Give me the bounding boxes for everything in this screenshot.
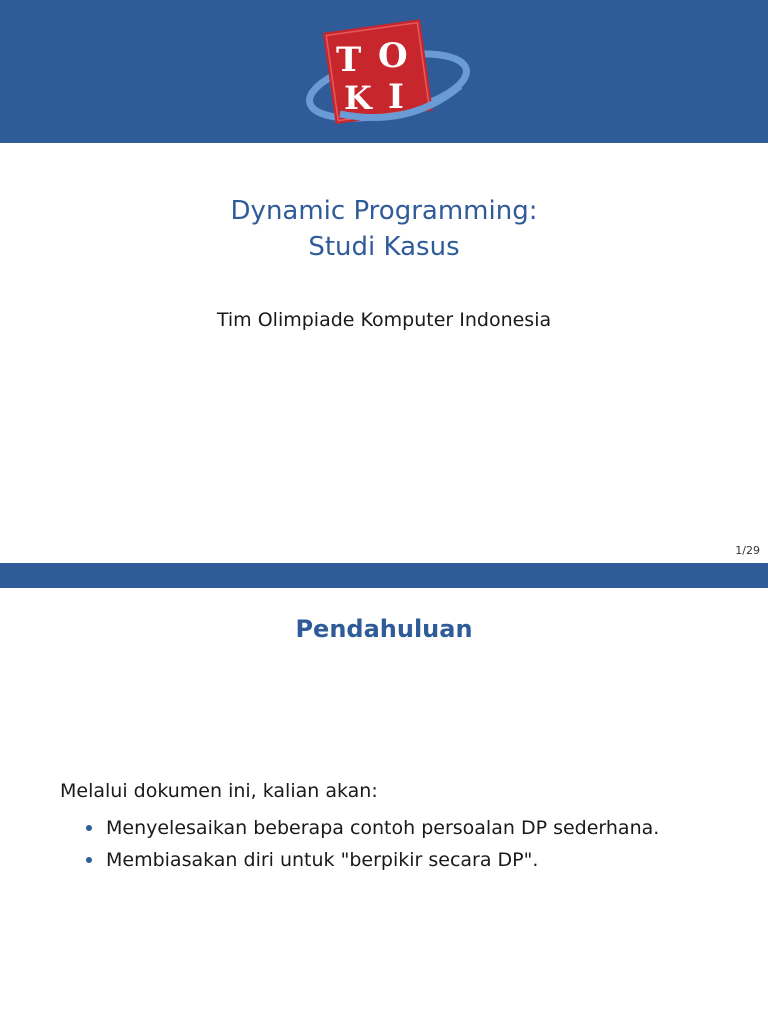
bullet-text: Menyelesaikan beberapa contoh persoalan DP sederhana.	[106, 817, 660, 839]
bullet-text: Membiasakan diri untuk "berpikir secara DP".	[106, 849, 539, 871]
bullet-icon	[86, 825, 92, 831]
bullet-list	[84, 816, 659, 880]
slide-header-bar	[0, 563, 768, 588]
intro-text: Melalui dokumen ini, kalian akan:	[60, 780, 378, 802]
slide-header-bar	[0, 0, 768, 143]
slide-pendahuluan	[0, 563, 768, 1024]
list-item	[84, 848, 659, 880]
page-number: 1/29	[735, 544, 760, 557]
presentation-title-line2: Studi Kasus	[308, 232, 460, 262]
presentation-title-line1: Dynamic Programming:	[230, 196, 538, 226]
logo-letter-i: I	[388, 77, 404, 117]
logo-letter-o: O	[378, 36, 408, 76]
logo-letter-k: K	[344, 79, 372, 117]
logo-letter-t: T	[336, 40, 362, 80]
toki-logo-icon	[300, 16, 470, 128]
presentation-author: Tim Olimpiade Komputer Indonesia	[216, 309, 552, 331]
bullet-icon	[86, 857, 92, 863]
frame-title: Pendahuluan	[295, 615, 473, 643]
list-item	[84, 816, 659, 848]
